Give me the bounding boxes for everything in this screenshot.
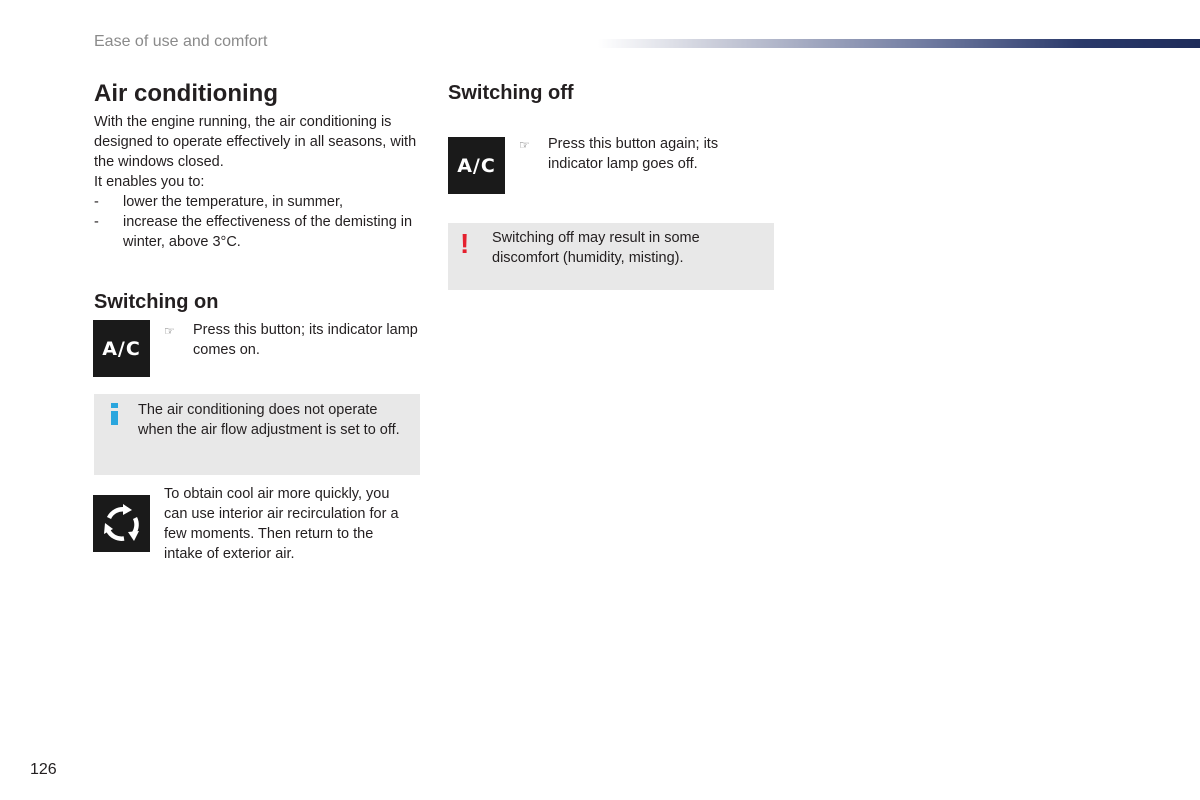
intro-block bbox=[94, 112, 424, 252]
info-note bbox=[94, 394, 420, 475]
page-number: 126 bbox=[30, 761, 57, 778]
ac-off-button: A/C bbox=[448, 137, 505, 194]
pointing-hand-icon: ☞ bbox=[519, 138, 530, 152]
warning-note bbox=[448, 223, 774, 290]
switching-on-heading: Switching on bbox=[94, 291, 219, 313]
list-dash: - bbox=[94, 194, 99, 210]
switch-off-instruction-text: Press this button again; its indicator lamp goes off. bbox=[548, 136, 719, 172]
recirculation-icon bbox=[93, 495, 150, 552]
recirculation-arrows-icon bbox=[99, 501, 145, 547]
info-note-text: The air conditioning does not operate when the air flow adjustment is set to off. bbox=[138, 402, 400, 438]
list-item bbox=[94, 192, 424, 212]
recirculation-text: To obtain cool air more quickly, you can use interior air recirculation for a few moments. Then return to the intake of exterior air. bbox=[164, 486, 399, 562]
switch-on-instruction-text: Press this button; its indicator lamp comes on. bbox=[193, 322, 418, 358]
benefits-list bbox=[94, 192, 424, 252]
pointing-hand-icon: ☞ bbox=[164, 324, 175, 338]
ac-on-button: A/C bbox=[93, 320, 150, 377]
list-item bbox=[94, 212, 424, 252]
switching-off-heading: Switching off bbox=[448, 82, 574, 104]
intro-paragraph: With the engine running, the air conditioning is designed to operate effectively in all seasons, with the windows closed. bbox=[94, 114, 417, 170]
info-icon bbox=[110, 403, 119, 425]
list-dash: - bbox=[94, 214, 99, 230]
warning-note-text: Switching off may result in some discomfort (humidity, misting). bbox=[492, 230, 700, 266]
list-item-text: lower the temperature, in summer, bbox=[123, 194, 344, 210]
page-title: Air conditioning bbox=[94, 80, 278, 107]
list-item-text: increase the effectiveness of the demisting in winter, above 3°C. bbox=[123, 214, 413, 250]
warning-icon: ! bbox=[460, 228, 470, 259]
header-gradient-bar bbox=[598, 39, 1200, 48]
section-title: Ease of use and comfort bbox=[94, 33, 268, 50]
intro-enables: It enables you to: bbox=[94, 174, 205, 190]
